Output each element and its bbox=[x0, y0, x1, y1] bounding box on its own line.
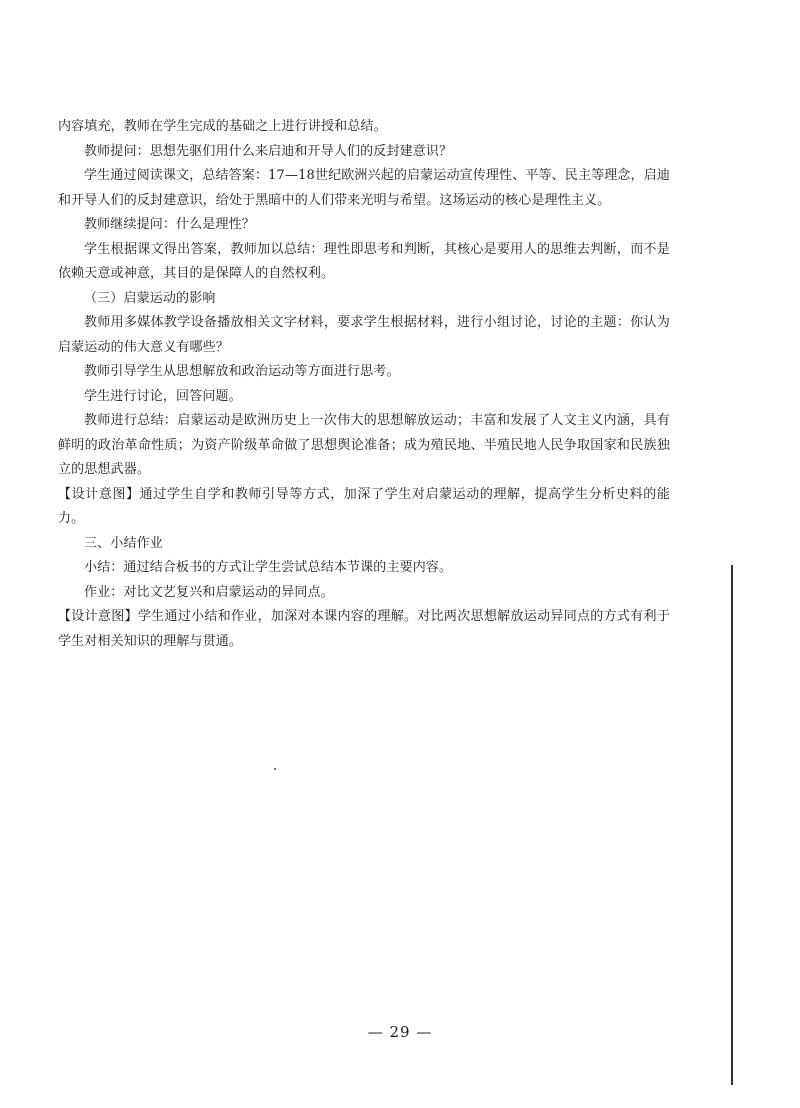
paragraph-student-answer-2: 学生根据课文得出答案，教师加以总结：理性即思考和判断，其核心是要用人的思维去判断，而不是依赖天意或神意，其目的是保障人的自然权利。 bbox=[58, 241, 670, 281]
paragraph-teacher-summary: 教师进行总结：启蒙运动是欧洲历史上一次伟大的思想解放运动；丰富和发展了人文主义内涵，具有鲜明的政治革命性质；为资产阶级革命做了思想舆论准备；成为殖民地、半殖民地人民争取国家和民族独立的思想武器。 bbox=[58, 413, 670, 477]
page-number: — 29 — bbox=[367, 1023, 433, 1041]
section-heading-influence: （三）启蒙运动的影响 bbox=[84, 290, 216, 306]
paragraph-summary: 小结：通过结合板书的方式让学生尝试总结本节课的主要内容。 bbox=[84, 560, 453, 575]
paragraph-intro: 内容填充，教师在学生完成的基础之上进行讲授和总结。 bbox=[58, 119, 387, 134]
paragraph-student-discussion: 学生进行讨论，回答问题。 bbox=[84, 388, 242, 404]
paragraph-homework: 作业：对比文艺复兴和启蒙运动的异同点。 bbox=[84, 584, 334, 600]
scan-edge-line bbox=[731, 565, 733, 1085]
paragraph-teacher-guidance: 教师引导学生从思想解放和政治运动等方面进行思考。 bbox=[84, 364, 400, 379]
scan-speck bbox=[274, 768, 276, 770]
paragraph-design-intent-1: 【设计意图】通过学生自学和教师引导等方式，加深了学生对启蒙运动的理解，提高学生分析史料的能力。 bbox=[58, 486, 670, 526]
paragraph-teacher-question-1: 教师提问：思想先驱们用什么来启迪和开导人们的反封建意识？ bbox=[84, 143, 453, 159]
paragraph-student-answer-1: 学生通过阅读课文，总结答案：17—18世纪欧洲兴起的启蒙运动宣传理性、平等、民主等理念，启迪和开导人们的反封建意识，给处于黑暗中的人们带来光明与希望。这场运动的核心是理性主义。 bbox=[58, 168, 670, 208]
section-heading-summary-homework: 三、小结作业 bbox=[84, 535, 163, 551]
paragraph-design-intent-2: 【设计意图】学生通过小结和作业，加深对本课内容的理解。对比两次思想解放运动异同点的方式有利于学生对相关知识的理解与贯通。 bbox=[58, 609, 670, 649]
paragraph-teacher-question-2: 教师继续提问：什么是理性？ bbox=[84, 217, 255, 232]
body-text bbox=[58, 115, 670, 654]
paragraph-multimedia-discussion: 教师用多媒体教学设备播放相关文字材料，要求学生根据材料，进行小组讨论，讨论的主题：你认为启蒙运动的伟大意义有哪些？ bbox=[58, 315, 670, 355]
